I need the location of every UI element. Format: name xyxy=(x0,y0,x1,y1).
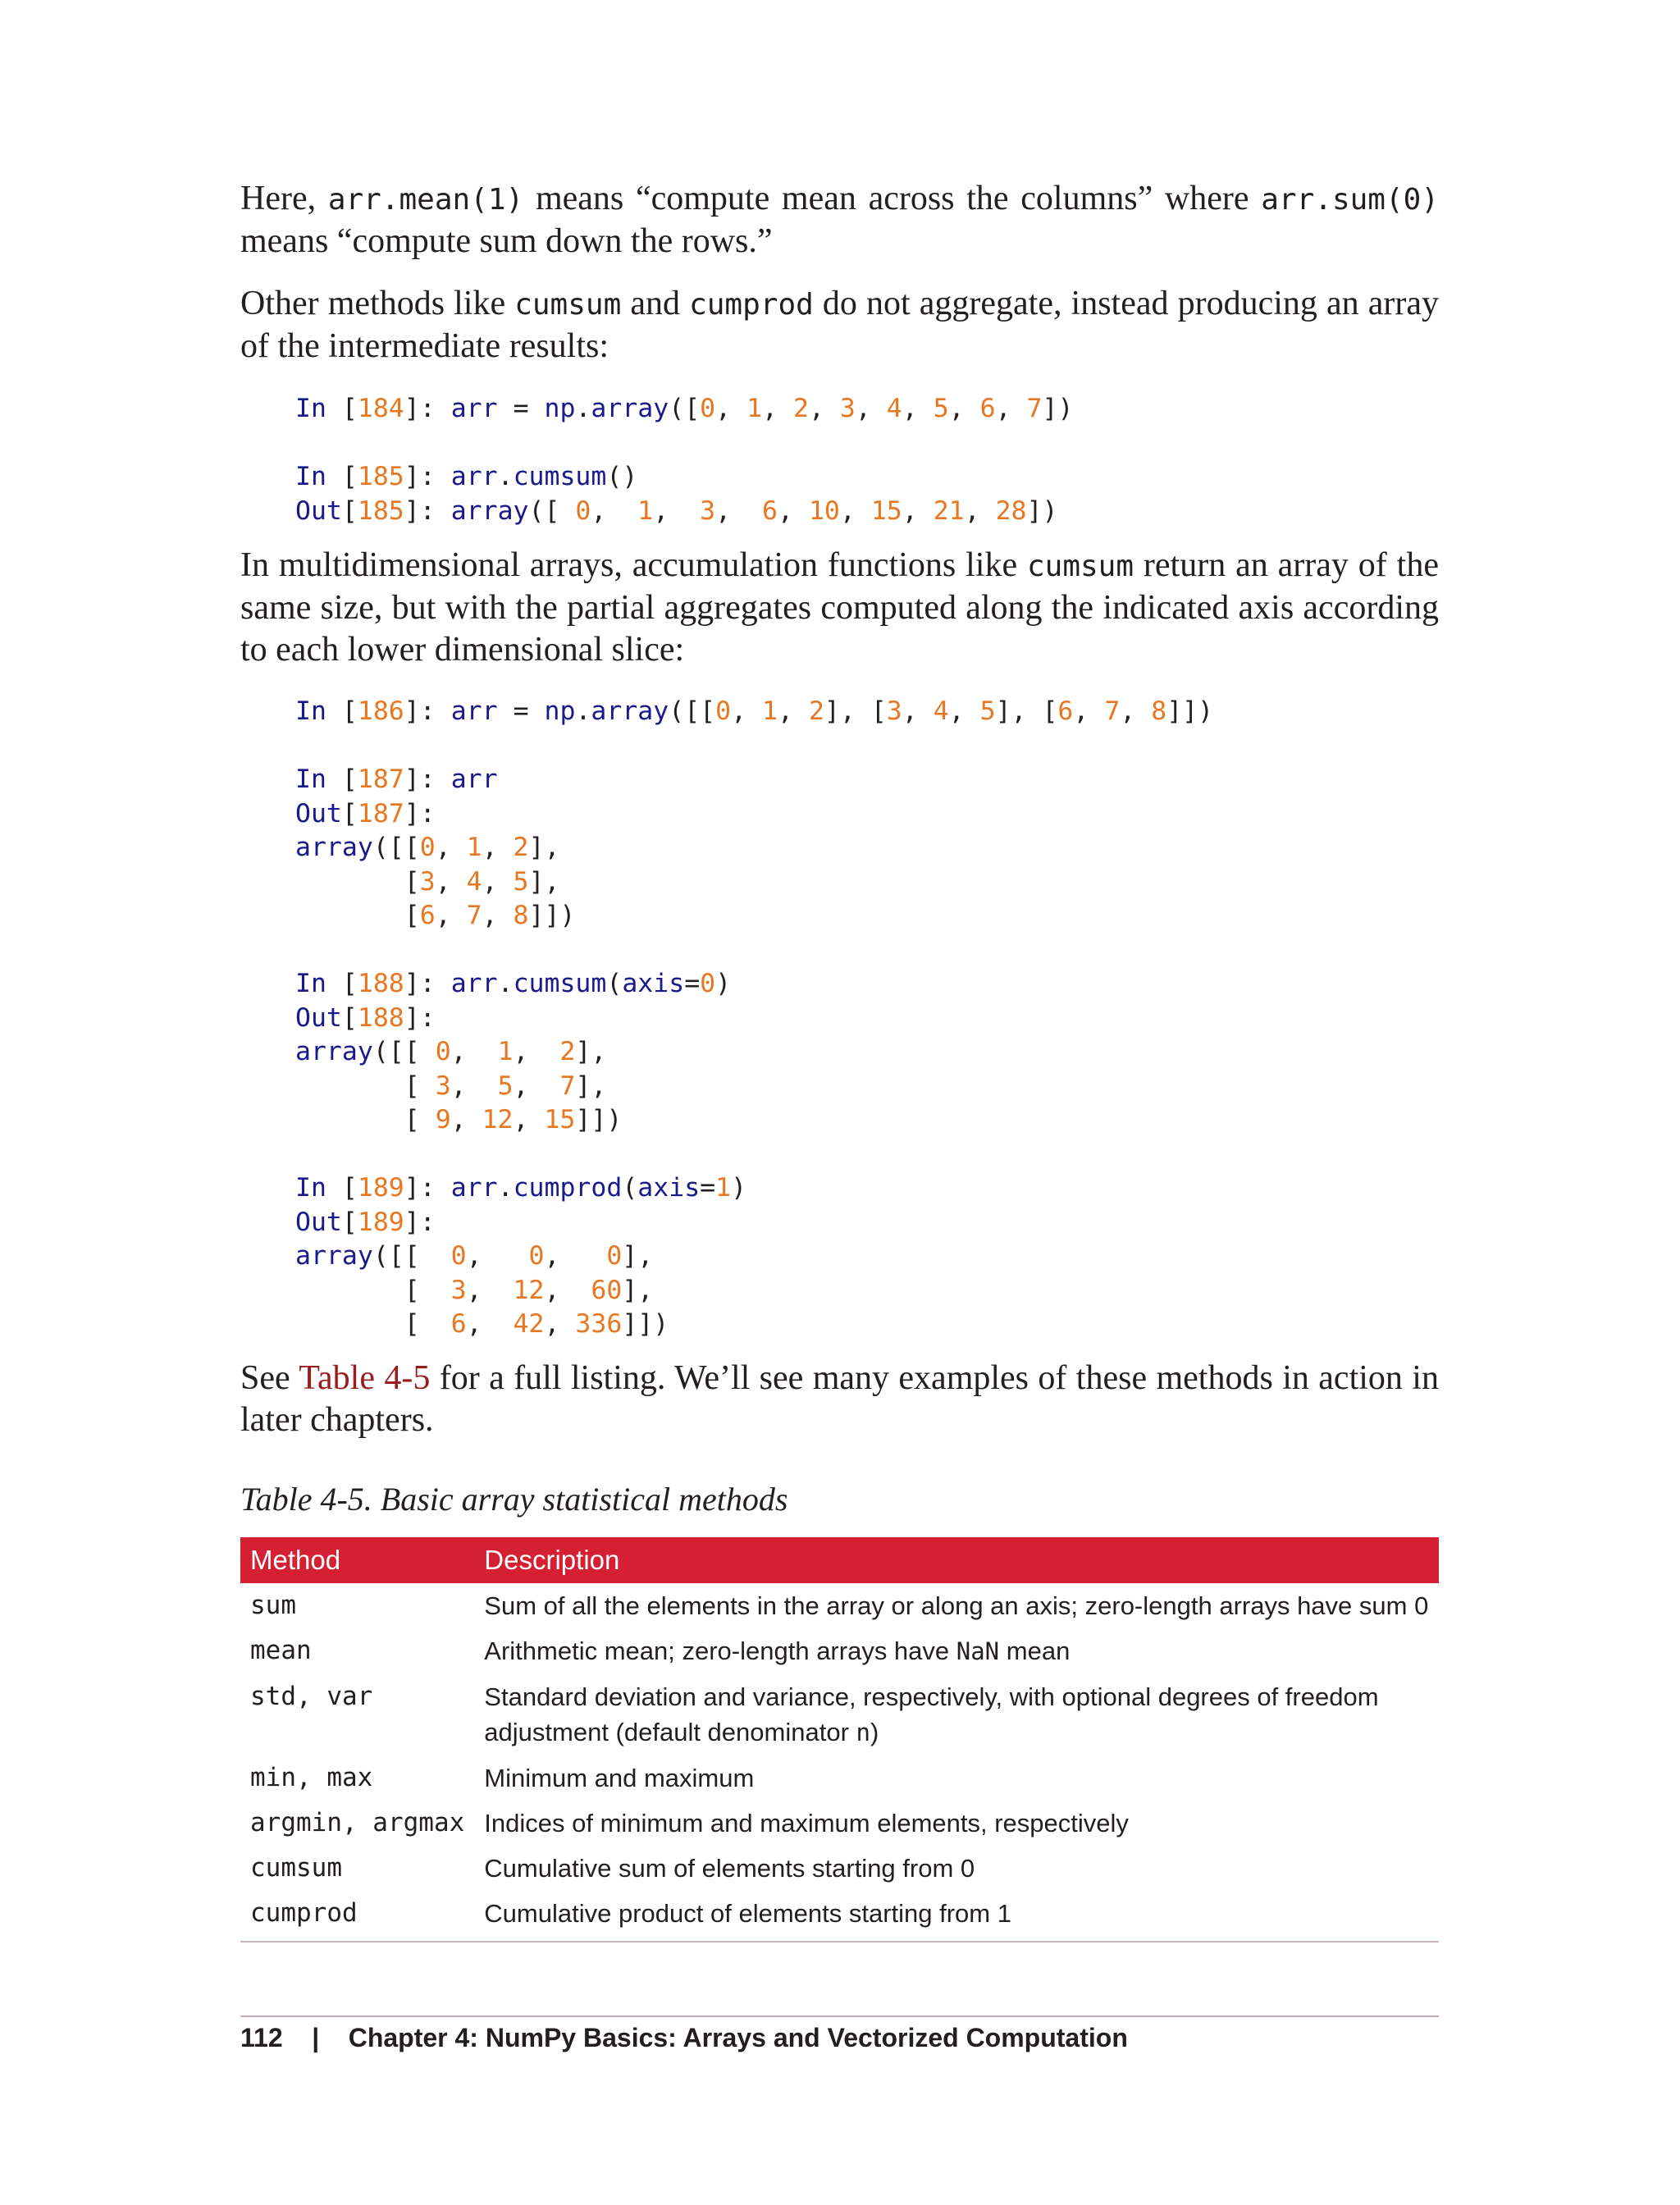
table-row xyxy=(240,1583,1439,1628)
description-cell: Cumulative product of elements starting from 1 xyxy=(474,1891,1439,1942)
method-cell: sum xyxy=(250,1591,296,1620)
table-cross-reference-link[interactable]: Table 4-5 xyxy=(299,1359,431,1397)
text: means “compute sum down the rows.” xyxy=(240,222,773,260)
code-block-2d: In [186]: arr = np.array([[0, 1, 2], [3, 4, 5], [6, 7, 8]]) In [187]: arr Out[187]: array([[0, 1, 2], [3, 4, 5], [6, 7, 8]]) In [188]: arr.cumsum(axis=0) Out[188]: array([[ 0, 1, 2], [ 3, 5, 7], [ 9, 12, 15]]) In [189]: arr.cumprod(axis=1) Out[189]: array([[ 0, 0, 0], [ 3, 12, 60], [ 6, 42, 336]]) xyxy=(295,696,1214,1339)
description-cell: Arithmetic mean; zero-length arrays have NaN mean xyxy=(484,1637,1071,1665)
method-cell: std, var xyxy=(250,1682,373,1711)
text: means “compute mean across the columns” where xyxy=(523,180,1262,217)
column-header-method: Method xyxy=(240,1537,474,1583)
inline-code: arr.sum(0) xyxy=(1261,183,1439,217)
table-row xyxy=(240,1801,1439,1846)
method-cell: argmin, argmax xyxy=(250,1808,465,1838)
table-row xyxy=(240,1628,1439,1674)
description-cell: Standard deviation and variance, respectively, with optional degrees of freedom adjustment (default denominator n) xyxy=(484,1682,1379,1746)
method-cell: mean xyxy=(250,1636,312,1665)
table-row xyxy=(240,1674,1439,1755)
column-header-description: Description xyxy=(474,1537,1439,1583)
text: Other methods like xyxy=(240,285,515,322)
description-cell: Minimum and maximum xyxy=(484,1764,755,1792)
table-caption: Table 4-5. Basic array statistical methods xyxy=(240,1481,788,1518)
paragraph-mean-sum xyxy=(240,178,1439,262)
text: and xyxy=(621,285,690,322)
method-cell: cumprod xyxy=(240,1891,474,1942)
text: Here, xyxy=(240,180,328,217)
page-number: 112 xyxy=(240,2023,283,2052)
chapter-title: Chapter 4: NumPy Basics: Arrays and Vectorized Computation xyxy=(348,2023,1128,2052)
table-row xyxy=(240,1755,1439,1801)
text: In multidimensional arrays, accumulation functions like xyxy=(240,546,1027,584)
description-cell: Cumulative sum of elements starting from 0 xyxy=(484,1854,975,1883)
inline-code: cumsum xyxy=(1026,550,1134,583)
text: for a full listing. We’ll see many examples of these methods in action in later chapters. xyxy=(240,1359,1439,1439)
statistical-methods-table xyxy=(240,1537,1439,1942)
method-cell: min, max xyxy=(250,1763,373,1792)
description-cell: Sum of all the elements in the array or along an axis; zero-length arrays have sum 0 xyxy=(484,1591,1429,1620)
text: do not aggregate, instead producing an array of the intermediate results: xyxy=(240,285,1439,365)
table-row xyxy=(240,1891,1439,1942)
method-cell: cumsum xyxy=(250,1853,342,1883)
text: See xyxy=(240,1359,299,1397)
table-row xyxy=(240,1846,1439,1891)
inline-code: arr.mean(1) xyxy=(327,183,524,217)
inline-code: cumsum xyxy=(514,288,622,322)
paragraph-cumsum-cumprod xyxy=(240,283,1439,368)
paragraph-multidimensional xyxy=(240,545,1439,671)
description-cell: Indices of minimum and maximum elements, respectively xyxy=(484,1809,1129,1838)
footer-divider xyxy=(240,2016,1439,2017)
paragraph-see-table xyxy=(240,1358,1439,1441)
inline-code: cumprod xyxy=(689,288,814,322)
text: return an array of the same size, but with the partial aggregates computed along the indicated axis according to each lower dimensional slice: xyxy=(240,546,1439,669)
table-header-row xyxy=(240,1537,1439,1583)
code-block-1d: In [184]: arr = np.array([0, 1, 2, 3, 4, 5, 6, 7]) In [185]: arr.cumsum() Out[185]: array([ 0, 1, 3, 6, 10, 15, 21, 28]) xyxy=(295,394,1074,526)
page-footer xyxy=(240,2023,1128,2053)
footer-separator: | xyxy=(312,2023,320,2052)
